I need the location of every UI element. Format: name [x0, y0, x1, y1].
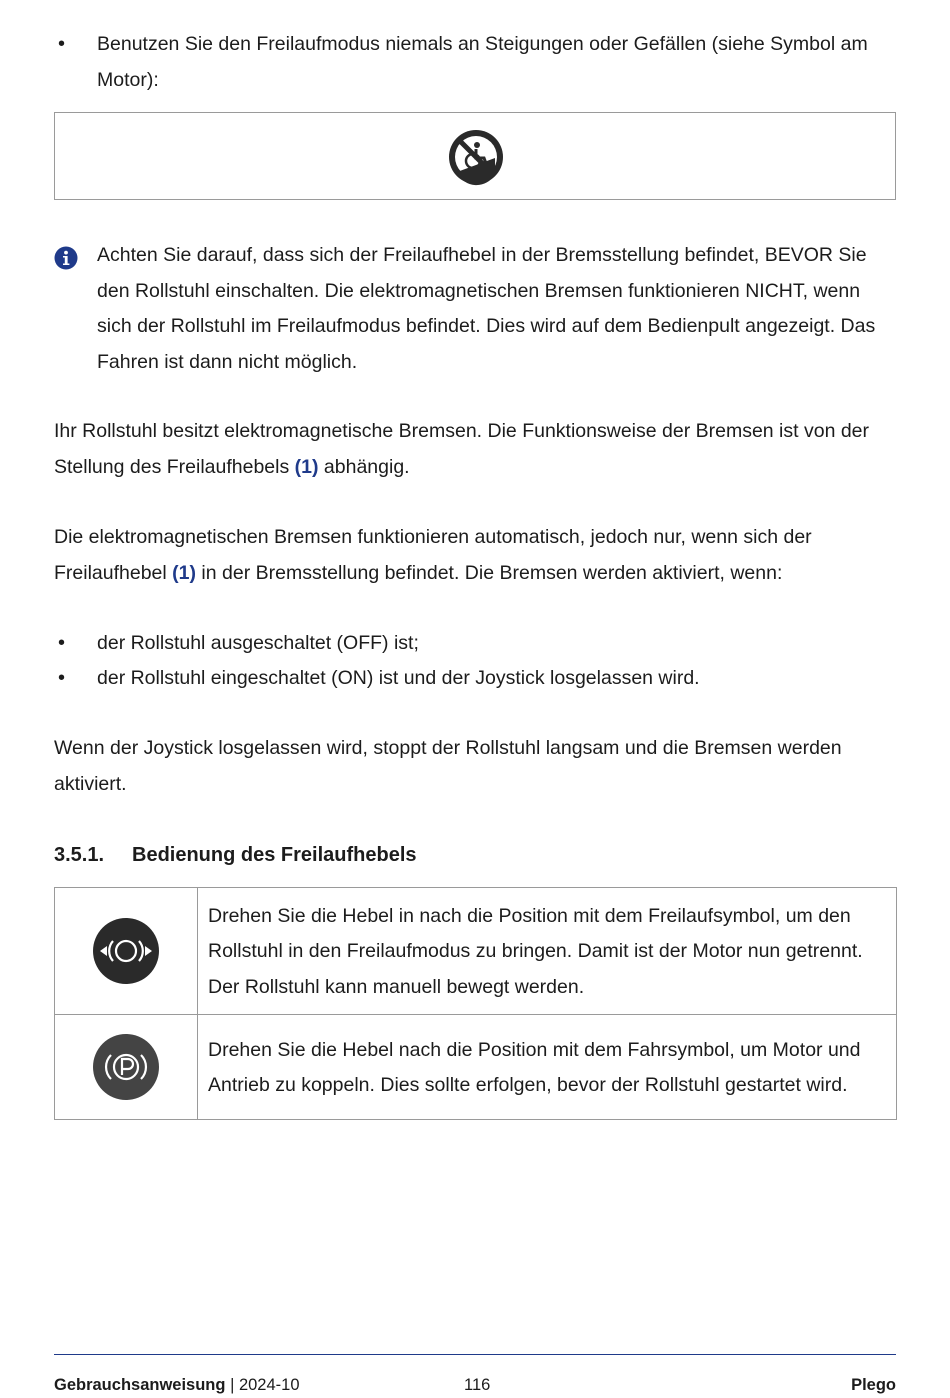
paragraph-text: abhängig. — [318, 455, 410, 478]
bullet-text: der Rollstuhl ausgeschaltet (OFF) ist; — [97, 632, 419, 654]
table-cell-icon — [55, 888, 198, 1015]
paragraph-automatic — [54, 520, 896, 591]
section-heading — [54, 838, 417, 872]
section-number: 3.5.1. — [54, 844, 105, 866]
footer-divider — [54, 1354, 896, 1355]
operation-table — [54, 887, 897, 1120]
paragraph-brakes — [54, 414, 896, 485]
reference-number: (1) — [172, 561, 196, 584]
paragraph-text: in der Bremsstellung befindet. Die Bremsen werden aktiviert, wenn: — [196, 561, 783, 584]
bullet-dot: • — [58, 667, 66, 689]
list-item — [54, 27, 896, 98]
no-freewheel-on-slope-icon — [447, 128, 505, 186]
paragraph-text: Ihr Rollstuhl besitzt elektromagnetische Bremsen. Die Funktionsweise der Bremsen ist von der Stellung des Freilaufhebels — [54, 420, 870, 478]
table-cell-icon — [55, 1015, 198, 1120]
info-icon — [54, 246, 78, 283]
footer-product: Plego — [851, 1376, 896, 1394]
bullet-dot: • — [58, 632, 66, 654]
footer-separator: | — [230, 1376, 235, 1394]
paragraph-text: Die elektromagnetischen Bremsen funktionieren automatisch, jedoch nur, wenn sich der Freilaufhebel — [54, 526, 812, 584]
table-row — [55, 888, 897, 1015]
manual-page — [54, 0, 896, 1396]
table-cell-text: Drehen Sie die Hebel in nach die Position mit dem Freilaufsymbol, um den Rollstuhl in den Freilaufmodus zu bringen. Damit ist der Motor nun getrennt. Der Rollstuhl kann manuell bewegt werden. — [198, 888, 897, 1015]
list-item — [54, 661, 896, 697]
page-number: 116 — [464, 1376, 491, 1394]
parking-brake-icon — [92, 1033, 160, 1101]
freewheel-symbol-icon — [92, 917, 160, 985]
footer-date: 2024-10 — [238, 1376, 300, 1394]
bullet-text: Benutzen Sie den Freilaufmodus niemals an Steigungen oder Gefällen (siehe Symbol am Motor): — [97, 33, 868, 91]
bullet-text: der Rollstuhl eingeschaltet (ON) ist und der Joystick losgelassen wird. — [97, 667, 700, 689]
footer-document — [54, 1372, 300, 1398]
footer-doc-title: Gebrauchsanweisung — [54, 1376, 226, 1394]
paragraph-joystick: Wenn der Joystick losgelassen wird, stoppt der Rollstuhl langsam und die Bremsen werden aktiviert. — [54, 737, 842, 795]
bullet-dot: • — [58, 33, 66, 55]
symbol-box — [54, 112, 896, 200]
info-note — [54, 238, 896, 380]
info-text: Achten Sie darauf, dass sich der Freilaufhebel in der Bremsstellung befindet, BEVOR Sie den Rollstuhl einschalten. Die elektromagnetischen Bremsen funktionieren NICHT, wenn sich der Rollstuhl im Freilaufmodus befindet. Dies wird auf dem Bedienpult angezeigt. Das Fahren ist dann nicht möglich. — [97, 244, 876, 373]
table-row — [55, 1015, 897, 1120]
section-title: Bedienung des Freilaufhebels — [132, 844, 417, 866]
table-cell-text: Drehen Sie die Hebel nach die Position mit dem Fahrsymbol, um Motor und Antrieb zu koppeln. Dies sollte erfolgen, bevor der Rollstuhl gestartet wird. — [198, 1015, 897, 1120]
list-item — [54, 626, 896, 662]
reference-number: (1) — [294, 455, 319, 478]
